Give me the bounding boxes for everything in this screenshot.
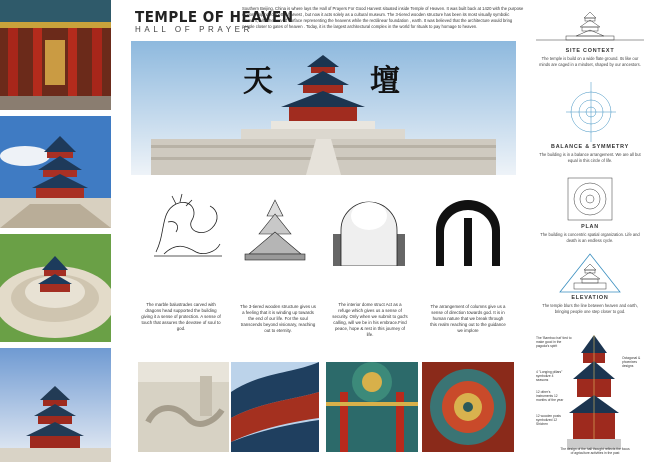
caption-interior-dome: The interior dome struct Act as a refuge which gives us a sense of security. Only when we submit to god's calling, will we be in his embrace.Find peace, hope & rest in this journey of life.: [332, 302, 408, 337]
photo-marble-carving: [138, 362, 229, 452]
sketch-interior-dome: [333, 194, 405, 266]
photo-ceiling-colors: [326, 362, 418, 452]
photo-eaves: [231, 362, 319, 452]
section-heading-elevation: ELEVATION: [571, 295, 609, 301]
annotation-longing-pillars: 4 "Longing pillars" symbolize 4 seasons: [536, 370, 563, 383]
caption-columns: The arrangement of columns give us a sense of direction towards god. It is in human nature that we break through this realm reaching out to the guidance we implore: [430, 304, 506, 333]
section-text-balance: The building is in a balance arrangement. We are all but equal in this circle of life.: [539, 152, 641, 163]
annotation-wooden-posts: 12 wooden posts symbolized 12 Shichen: [536, 414, 561, 427]
plan-diagram: [566, 176, 614, 222]
chinese-char-tan: 壇: [370, 64, 400, 99]
sketch-column-arches: [430, 200, 506, 266]
symmetry-diagram: [566, 82, 616, 142]
section-heading-balance: BALANCE & SYMMETRY: [551, 144, 629, 150]
site-context-drawing: [536, 6, 644, 46]
annotation-bamboo-hat: The 'Bamboo hat' tied to make good in the pagoda's spirit: [536, 336, 572, 349]
caption-tiered-structure: The 3-tiered wooden structure gives us a feeling that it is winding up towards the end of our life. For the soul transcends beyond visionary, reaching out to eternity.: [240, 304, 316, 333]
annotation-phoenix-designs: Octagonal & phoenixes designs: [622, 356, 641, 369]
annotation-instruments: 12 other's instruments 12 months of the year: [536, 390, 564, 403]
section-cutaway-diagram: [567, 333, 621, 455]
section-text-site-context: The temple is build on a wide flate ground. Its like our minds are caged in a mindset, shaped by our ancestors.: [539, 56, 641, 67]
caption-balustrades: The marble balustrades carved with dragons head supported the building giving it a sense of protection. A sense of touch that assures the devotee of soul to god.: [141, 302, 221, 331]
section-text-elevation: The temple blurs the line between heaven and earth, bringing people one step closer to god.: [542, 303, 638, 314]
photo-interior-columns: [0, 0, 111, 110]
section-heading-site-context: SITE CONTEXT: [565, 48, 615, 54]
section-text-plan: The building is concentric spatial organization. Life and death is an endless cycle.: [540, 232, 640, 243]
page-title: TEMPLE OF HEAVEN: [135, 8, 294, 26]
sketch-tiered-structure: [241, 196, 309, 264]
intro-paragraph: Southern Beijing, China is where lays the Hall of Prayers For Good Harvest situated inside Temple of Heaven. It was built back at 1420 with the purpose of worshipping for better harvest , but now it acts solely as a cultural museum. The 3-tiered wooden structure has been its most visually symbolic element, with the curved surface representing the heavens while the rectilinear foundation , earth. It was believed that the architecture would bring people closer to gates of heaven . Today, it is the largest architectural complex in the world for rituals to pay homage to heaven.: [242, 6, 524, 30]
hero-photo: [131, 41, 516, 175]
photo-hall-sunset: [0, 348, 111, 462]
photo-hall-blue-sky: [0, 116, 111, 228]
page-subtitle: HALL OF PRAYER: [135, 25, 253, 34]
elevation-diagram: [556, 252, 624, 294]
sketch-dragon: [146, 192, 228, 262]
chinese-char-tian: 天: [243, 64, 273, 99]
photo-ceiling-dome: [422, 362, 514, 452]
annotation-agriculture: The design of the hall thought reflects the focus of agriculture activities in the past: [560, 447, 630, 456]
photo-aerial-view: [0, 234, 111, 342]
section-heading-plan: PLAN: [581, 224, 599, 230]
